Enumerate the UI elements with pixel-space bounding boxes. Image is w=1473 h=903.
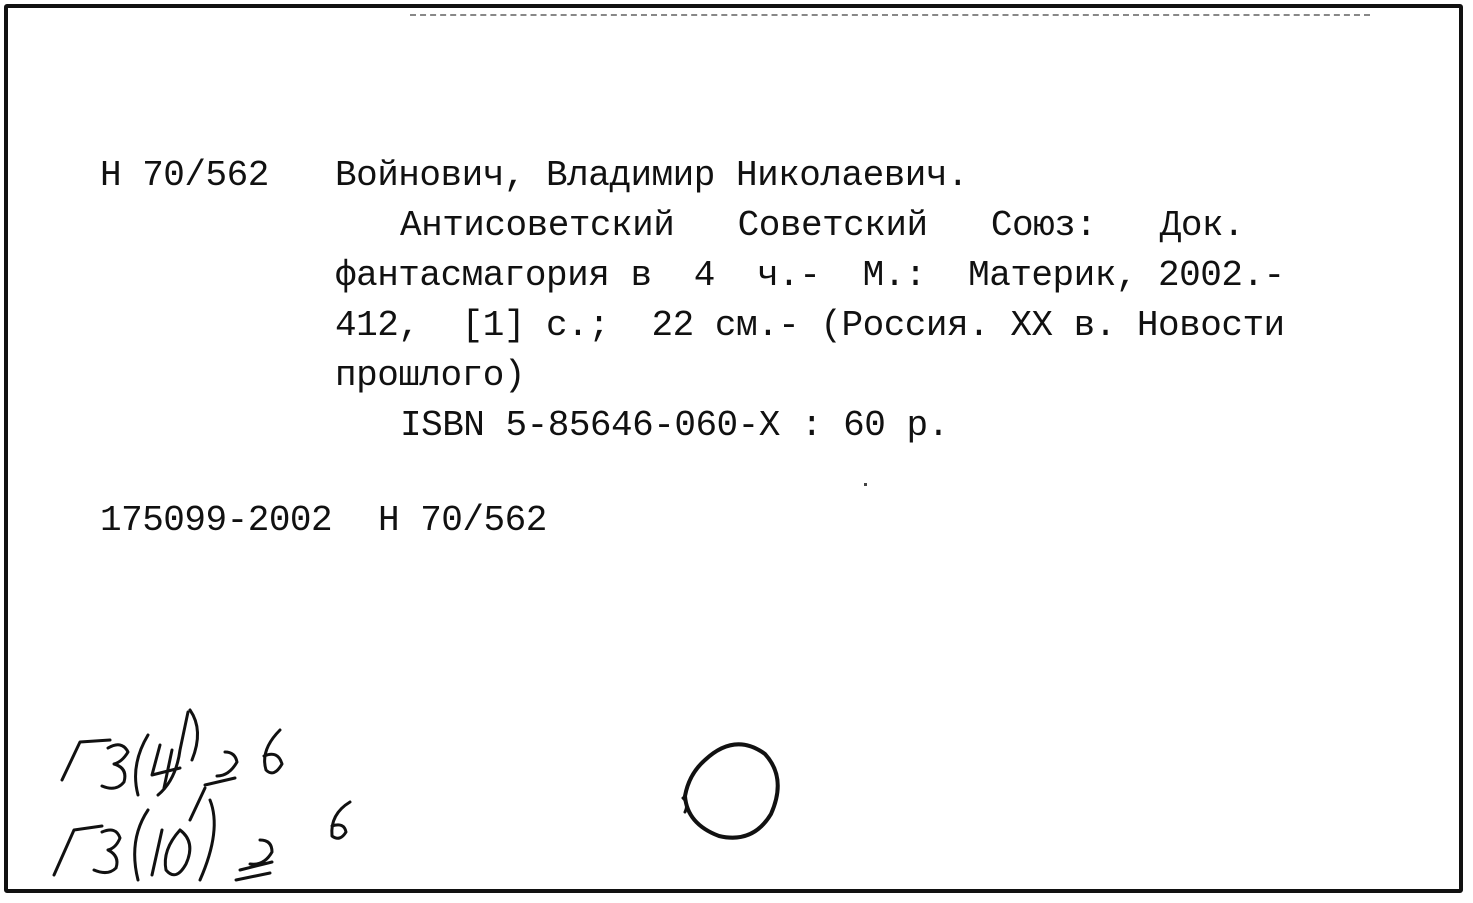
title-line: Антисоветский Советский Союз: Док.	[400, 205, 1245, 246]
ink-speck	[864, 483, 867, 486]
imprint-line-3: прошлого)	[335, 355, 525, 396]
isbn-price: ISBN 5-85646-060-X : 60 р.	[400, 405, 949, 446]
circle-mark	[665, 730, 785, 850]
shelfmark: Н 70/562	[100, 155, 269, 196]
shelfmark-bottom: Н 70/562	[378, 500, 547, 541]
top-rule	[410, 14, 1370, 16]
handwritten-notes	[40, 690, 370, 890]
imprint-line-2: 412, [1] с.; 22 см.- (Россия. XX в. Новости	[335, 305, 1285, 346]
inventory-number: 175099-2002	[100, 500, 333, 541]
imprint-line-1: фантасмагория в 4 ч.- М.: Материк, 2002.-	[335, 255, 1285, 296]
author-heading: Войнович, Владимир Николаевич.	[335, 155, 969, 196]
